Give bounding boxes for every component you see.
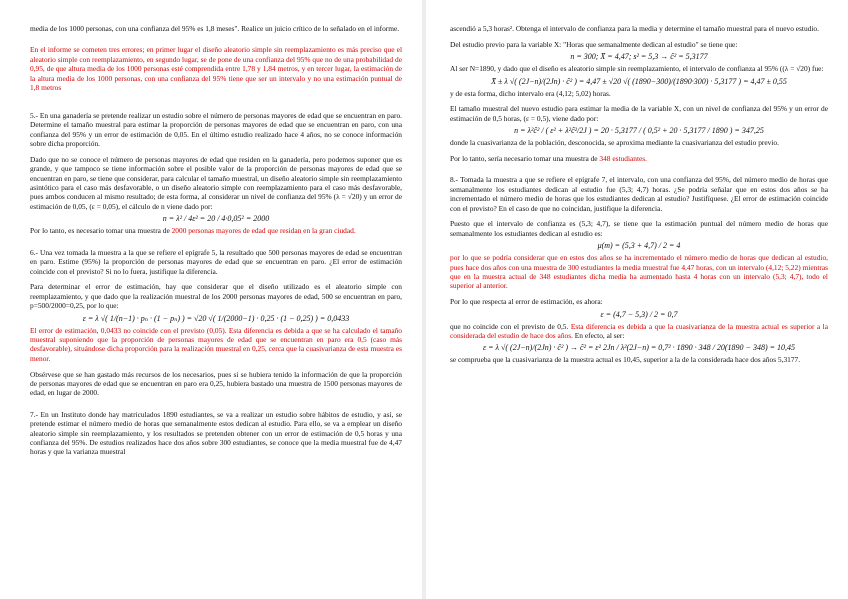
paragraph: Por lo que respecta al error de estimación, es ahora: [450,297,603,307]
paragraph: Puesto que el intervalo de confianza es (5,3; 4,7), se tiene que la estimación puntual del número medio de horas que semanalmente los estudiantes dedican al estudio es: [450,219,828,238]
exercise-8: 8.- Tomada la muestra a que se refiere el epígrafe 7, el intervalo, con una confianza del 95%, del número medio de horas que semanalmente los estudiantes dedican al estudio fue (5,3; 4,7) horas. ¿Se podría señalar que en estos dos años se ha incrementado el número medio de horas que los estudiantes dedican al estudio? Justifíquese. ¿El error de estimación coincide con el previsto? En el caso de que no coincidan, justifique la diferencia. [450,175,828,213]
paragraph: que no coincide con el previsto de 0,5. Esta diferencia es debida a que la cuasivarianza de la muestra actual es superior a la considerada del estudio de hace dos años. En efecto, al ser: [450,321,828,341]
formula-previous-stats: n = 300; X̄ = 4,47; s² = 5,3 → ĉ² = 5,3177 [570,52,708,62]
formula-error: ε = λ √( 1/(n−1) · pₙ · (1 − pₙ) ) = √20 √( 1/(2000−1) · 0,25 · (1 − 0,25) ) = 0,0433 [82,313,350,323]
paragraph-red: En el informe se cometen tres errores; en primer lugar el diseño aleatorio simple sin reemplazamiento es más preciso que el aleatorio simple con reemplazamiento, en segundo lugar, se de pone de una confianza del 95% que no de una probabilidad de 0,95, de que altura media de los 1000 personas esté comprendida entre 1,78 y 1,84 metros, y en tercer lugar, la estimación de la altura media de los 1000 personas, con una confianza del 95% tiene que ser un intervalo y no una estimación puntual de 1,8 metros [30,45,402,93]
highlight-red: 348 estudiantes. [599,154,648,164]
formula-sample-size: n = λ²ĉ² / ( ε² + λ²ĉ²/2J ) = 20 · 5,3177 / ( 0,5² + 20 · 5,3177 / 1890 ) = 347,25 [514,126,764,136]
paragraph: Para determinar el error de estimación, hay que considerar que el diseño utilizado es el aleatorio simple con reemplazamiento, y que dado que la realización muestral de los 2000 personas mayores de edad, 500 se encuentran en paro, p=500/2000=0,25, por lo que: [30,282,402,311]
highlight-red: 2000 personas mayores de edad que residan en la gran ciudad. [171,226,356,236]
paragraph: Por lo tanto, sería necesario tomar una muestra de 348 estudiantes. [450,154,648,164]
left-page [0,0,422,599]
right-page [426,0,848,599]
paragraph: Obsérvese que se han gastado más recursos de los necesarios, pues si se hubiera tenido la información de que la proporción de personas mayores de edad que se encuentran en paro era 0,25, hubiera bastado una muestra de 1500 personas mayores de edad, en lugar de 2000. [30,369,402,398]
paragraph-red: por lo que se podría considerar que en estos dos años se ha incrementado el número medio de horas que dedican al estudio, pues hace dos años con una muestra de 300 estudiantes la media muestral fue 4,47 horas, con un intervalo (4,12; 5,22) mientras que en la muestra actual de 348 estudiantes dicha media ha aumentado hasta 4 horas con un intervalo (5,3; 4,7), todo el superior al anterior. [450,253,828,291]
paragraph: Dado que no se conoce el número de personas mayores de edad que residen en la ganadería, pero podemos suponer que es grande, y que tampoco se tiene información sobre el posible valor de la proporción de personas mayores de edad que se encuentran en paro, se tiene que considerar, para calcular el tamaño muestral, un diseño aleatorio simple sin reemplazamiento asintótico para el caso más desfavorable, o un diseño aleatorio simple con reemplazamiento para el caso más desfavorable, pues ambos conducen al mismo resultado; de esta forma, al considerar un nivel de confianza del 95% (λ = √20) y un error de estimación de 0,05, (ε = 0,05), el cálculo de n viene dado por: [30,154,402,211]
highlight-red: Esta diferencia es debida a que la cuasivarianza de la muestra actual es superior a la considerada del estudio de hace dos años. [450,321,828,341]
paragraph: Del estudio previo para la variable X: "Horas que semanalmente dedican al estudio" se tiene que: [450,39,738,49]
paragraph: El tamaño muestral del nuevo estudio para estimar la media de la variable X, con un nivel de confianza del 95% y un error de estimación de 0,5 horas, (ε = 0,5), viene dado por: [450,104,828,123]
formula-sample-size: n = λ² / 4ε² = 20 / 4·0,05² = 2000 [162,214,270,224]
formula-point-estimate: μ(m) = (5,3 + 4,7) / 2 = 4 [597,241,681,251]
formula-quasivariance: ε = λ √( (2J−n)/(2Jn) · ĉ² ) → ĉ² = ε² 2Jn / λ²(2J−n) = 0,7² · 1890 · 348 / 20(1890 − 348) = 10,45 [482,343,796,353]
paragraph: media de los 1000 personas, con una confianza del 95% es 1,8 meses". Realice un juicio crítico de lo señalado en el informe. [30,24,400,33]
paragraph-red: El error de estimación, 0,0433 no coincide con el previsto (0,05). Esta diferencia es debida a que se ha calculado el tamaño muestral suponiendo que la proporción de personas mayores de edad que se encuentran en paro era 0,5 (caso más desfavorable), situándose dicha proporción para la realización muestral en 0,25, cerca que la cuasivarianza de esta muestra es menor. [30,325,402,363]
paragraph: Por lo tanto, es necesario tomar una muestra de 2000 personas mayores de edad que residan en la gran ciudad. [30,226,356,236]
paragraph: y de esta forma, dicho intervalo era (4,12; 5,02) horas. [450,88,611,98]
paragraph: Al ser N=1890, y dado que el diseño es aleatorio simple sin reemplazamiento, el intervalo de confianza al 95% ((λ = √20) fue: [450,64,824,74]
paragraph: se comprueba que la cuasivarianza de la muestra actual es 10,45, superior a la de la considerada hace dos años 5,3177. [450,355,801,365]
paragraph: ascendió a 5,3 horas². Obtenga el intervalo de confianza para la media y determine el tamaño muestral para el nuevo estudio. [450,24,819,33]
exercise-6: 6.- Una vez tomada la muestra a la que se refiere el epígrafe 5, la resultado que 500 personas mayores de edad se encuentran en paro. Estime (95%) la proporción de personas mayores de edad que se encuentran en paro. ¿El error de estimación coincide con el previsto? Si no lo fuera, justifique la diferencia. [30,247,402,276]
exercise-7: 7.- En un Instituto donde hay matriculados 1890 estudiantes, se va a realizar un estudio sobre hábitos de estudio, y así, se pretende estimar el número medio de horas que semanalmente estos dedican al estudio. Para ello, se va a emplear un diseño aleatorio simple sin reemplazamiento, y los resultados se pretenden obtener con un error de estimación de 0,5 horas y una confianza del 95%. De estudios realizados hace dos años sobre 300 estudiantes, se conoce que la media muestral fue de 4,47 horas y que la varianza muestral [30,409,402,457]
exercise-5: 5.- En una ganadería se pretende realizar un estudio sobre el número de personas mayores de edad que se encuentran en paro. Determine el tamaño muestral para estimar la proporción de personas mayores de edad que se encuentran en paro, con una confianza del 95% y un error de estimación de 0,05. En el último estudio realizado hace 4 años, no se conoce información sobre dicha proporción. [30,110,402,149]
formula-error: ε = (4,7 − 5,3) / 2 = 0,7 [600,309,678,319]
formula-interval: X̄ ± λ √( (2J−n)/(2Jn) · ĉ² ) = 4,47 ± √20 √( (1890−300)/(1890·300) · 5,3177 ) = 4,47 ± 0,55 [491,76,787,86]
paragraph: donde la cuasivarianza de la población, desconocida, se aproxima mediante la cuasivarianza del estudio previo. [450,138,779,148]
